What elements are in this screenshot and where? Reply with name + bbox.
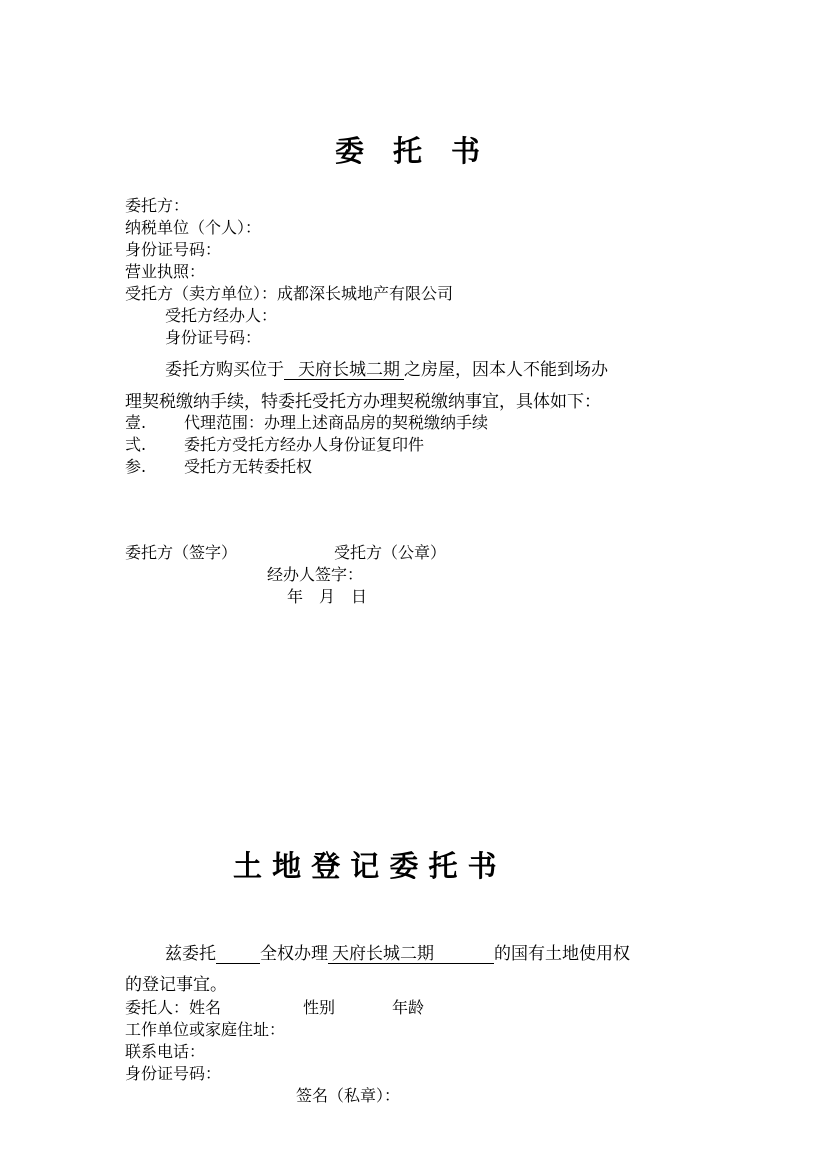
agent-signature-label: 经办人签字： [267, 565, 364, 584]
item-2-text: 委托方受托方经办人身份证复印件 [184, 435, 425, 454]
paragraph-line-2: 的登记事宜。 [125, 975, 227, 995]
trustee-name-blank [216, 945, 260, 964]
client-signature-label: 委托方（签字） [125, 543, 238, 562]
property-location: 天府长城二期 [284, 361, 404, 380]
paragraph-line-2: 理契税缴纳手续，特委托受托方办理契税缴纳事宜，具体如下： [125, 392, 601, 412]
doc2-title: 土 地 登 记 委 托 书 [233, 849, 497, 883]
paragraph-mid: 全权办理 [260, 944, 328, 964]
date-label: 年 月 日 [287, 587, 368, 606]
paragraph-suffix: 的国有土地使用权 [494, 944, 630, 964]
signature-label: 签名（私章）： [296, 1086, 401, 1105]
paragraph-prefix: 委托方购买位于 [165, 360, 284, 380]
trustee-id-label: 身份证号码： [165, 328, 262, 347]
paragraph-suffix: 之房屋，因本人不能到场办 [404, 360, 608, 380]
trustee-agent-label: 受托方经办人： [165, 306, 278, 325]
client-label: 委托方： [125, 196, 190, 215]
delegation-paragraph [165, 360, 608, 380]
land-location: 天府长城二期 [328, 945, 494, 964]
gender-label: 性别 [303, 998, 336, 1017]
item-1-text: 代理范围：办理上述商品房的契税缴纳手续 [184, 413, 489, 432]
item-3-number: 参. [125, 457, 147, 476]
address-label: 工作单位或家庭住址： [125, 1020, 286, 1039]
paragraph-prefix: 兹委托 [165, 944, 216, 964]
trustee-label: 受托方（卖方单位）：成都深长城地产有限公司 [125, 284, 454, 303]
trustee-seal-label: 受托方（公章） [334, 543, 447, 562]
id-number-label: 身份证号码： [125, 1064, 222, 1083]
doc1-title: 委 托 书 [335, 134, 481, 168]
taxpayer-label: 纳税单位（个人）： [125, 218, 262, 237]
phone-label: 联系电话： [125, 1042, 206, 1061]
item-3-text: 受托方无转委托权 [184, 457, 313, 476]
item-2-number: 弍. [125, 435, 147, 454]
client-name-label: 委托人：姓名 [125, 998, 222, 1017]
id-number-label: 身份证号码： [125, 240, 222, 259]
item-1-number: 壹. [125, 413, 147, 432]
age-label: 年龄 [392, 998, 425, 1017]
business-license-label: 营业执照： [125, 262, 206, 281]
land-registration-paragraph [165, 944, 630, 964]
